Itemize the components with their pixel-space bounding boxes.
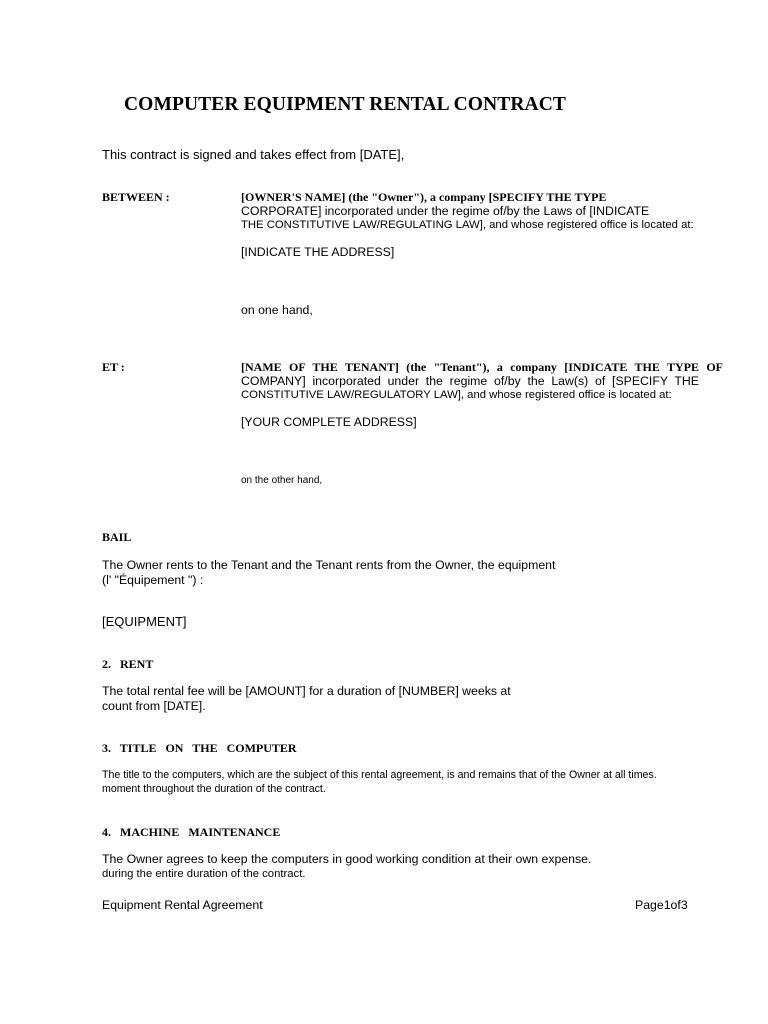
owner-closing: on one hand, — [241, 303, 313, 317]
bail-equipment: [EQUIPMENT] — [102, 614, 187, 629]
tenant-closing: on the other hand, — [241, 475, 323, 486]
title-section-line-2: moment throughout the duration of the contract. — [102, 783, 326, 795]
tenant-line-3: CONSTITUTIVE LAW/REGULATORY LAW], and whose registered office is located at: — [241, 389, 672, 401]
tenant-line-2: COMPANY] incorporated under the regime of/by the Law(s) of [SPECIFY THE — [241, 374, 699, 388]
intro-text: This contract is signed and takes effect from [DATE], — [102, 147, 405, 162]
owner-address: [INDICATE THE ADDRESS] — [241, 245, 395, 259]
bail-line-1: The Owner rents to the Tenant and the Tenant rents from the Owner, the equipment — [102, 558, 556, 572]
between-label: BETWEEN : — [102, 190, 170, 204]
tenant-line-1: [NAME OF THE TENANT] (the "Tenant"), a company [INDICATE THE TYPE OF — [241, 360, 723, 374]
maintenance-heading: 4. MACHINE MAINTENANCE — [102, 825, 281, 839]
title-section-line-1: The title to the computers, which are the subject of this rental agreement, is and remains that of the Owner at all times. — [102, 769, 657, 781]
et-label: ET : — [102, 360, 125, 374]
rent-line-2: count from [DATE]. — [102, 699, 206, 713]
owner-line-2: CORPORATE] incorporated under the regime of/by the Laws of [INDICATE — [241, 204, 650, 218]
maintenance-line-2: during the entire duration of the contract. — [102, 868, 306, 880]
document-title: COMPUTER EQUIPMENT RENTAL CONTRACT — [124, 94, 567, 115]
rent-heading: 2. RENT — [102, 657, 154, 671]
tenant-address: [YOUR COMPLETE ADDRESS] — [241, 415, 417, 429]
rent-line-1: The total rental fee will be [AMOUNT] for a duration of [NUMBER] weeks at — [102, 684, 511, 698]
footer-page-number: Page1of3 — [635, 898, 688, 912]
bail-heading: BAIL — [102, 530, 132, 544]
maintenance-line-1: The Owner agrees to keep the computers in good working condition at their own expense. — [102, 852, 592, 866]
owner-line-3: THE CONSTITUTIVE LAW/REGULATING LAW], and whose registered office is located at: — [241, 219, 694, 231]
title-section-heading: 3. TITLE ON THE COMPUTER — [102, 741, 297, 755]
footer-left: Equipment Rental Agreement — [102, 898, 263, 912]
owner-line-1: [OWNER'S NAME] (the "Owner"), a company [SPECIFY THE TYPE — [241, 190, 607, 204]
bail-line-2: (l' "Équipement ") : — [102, 573, 204, 587]
